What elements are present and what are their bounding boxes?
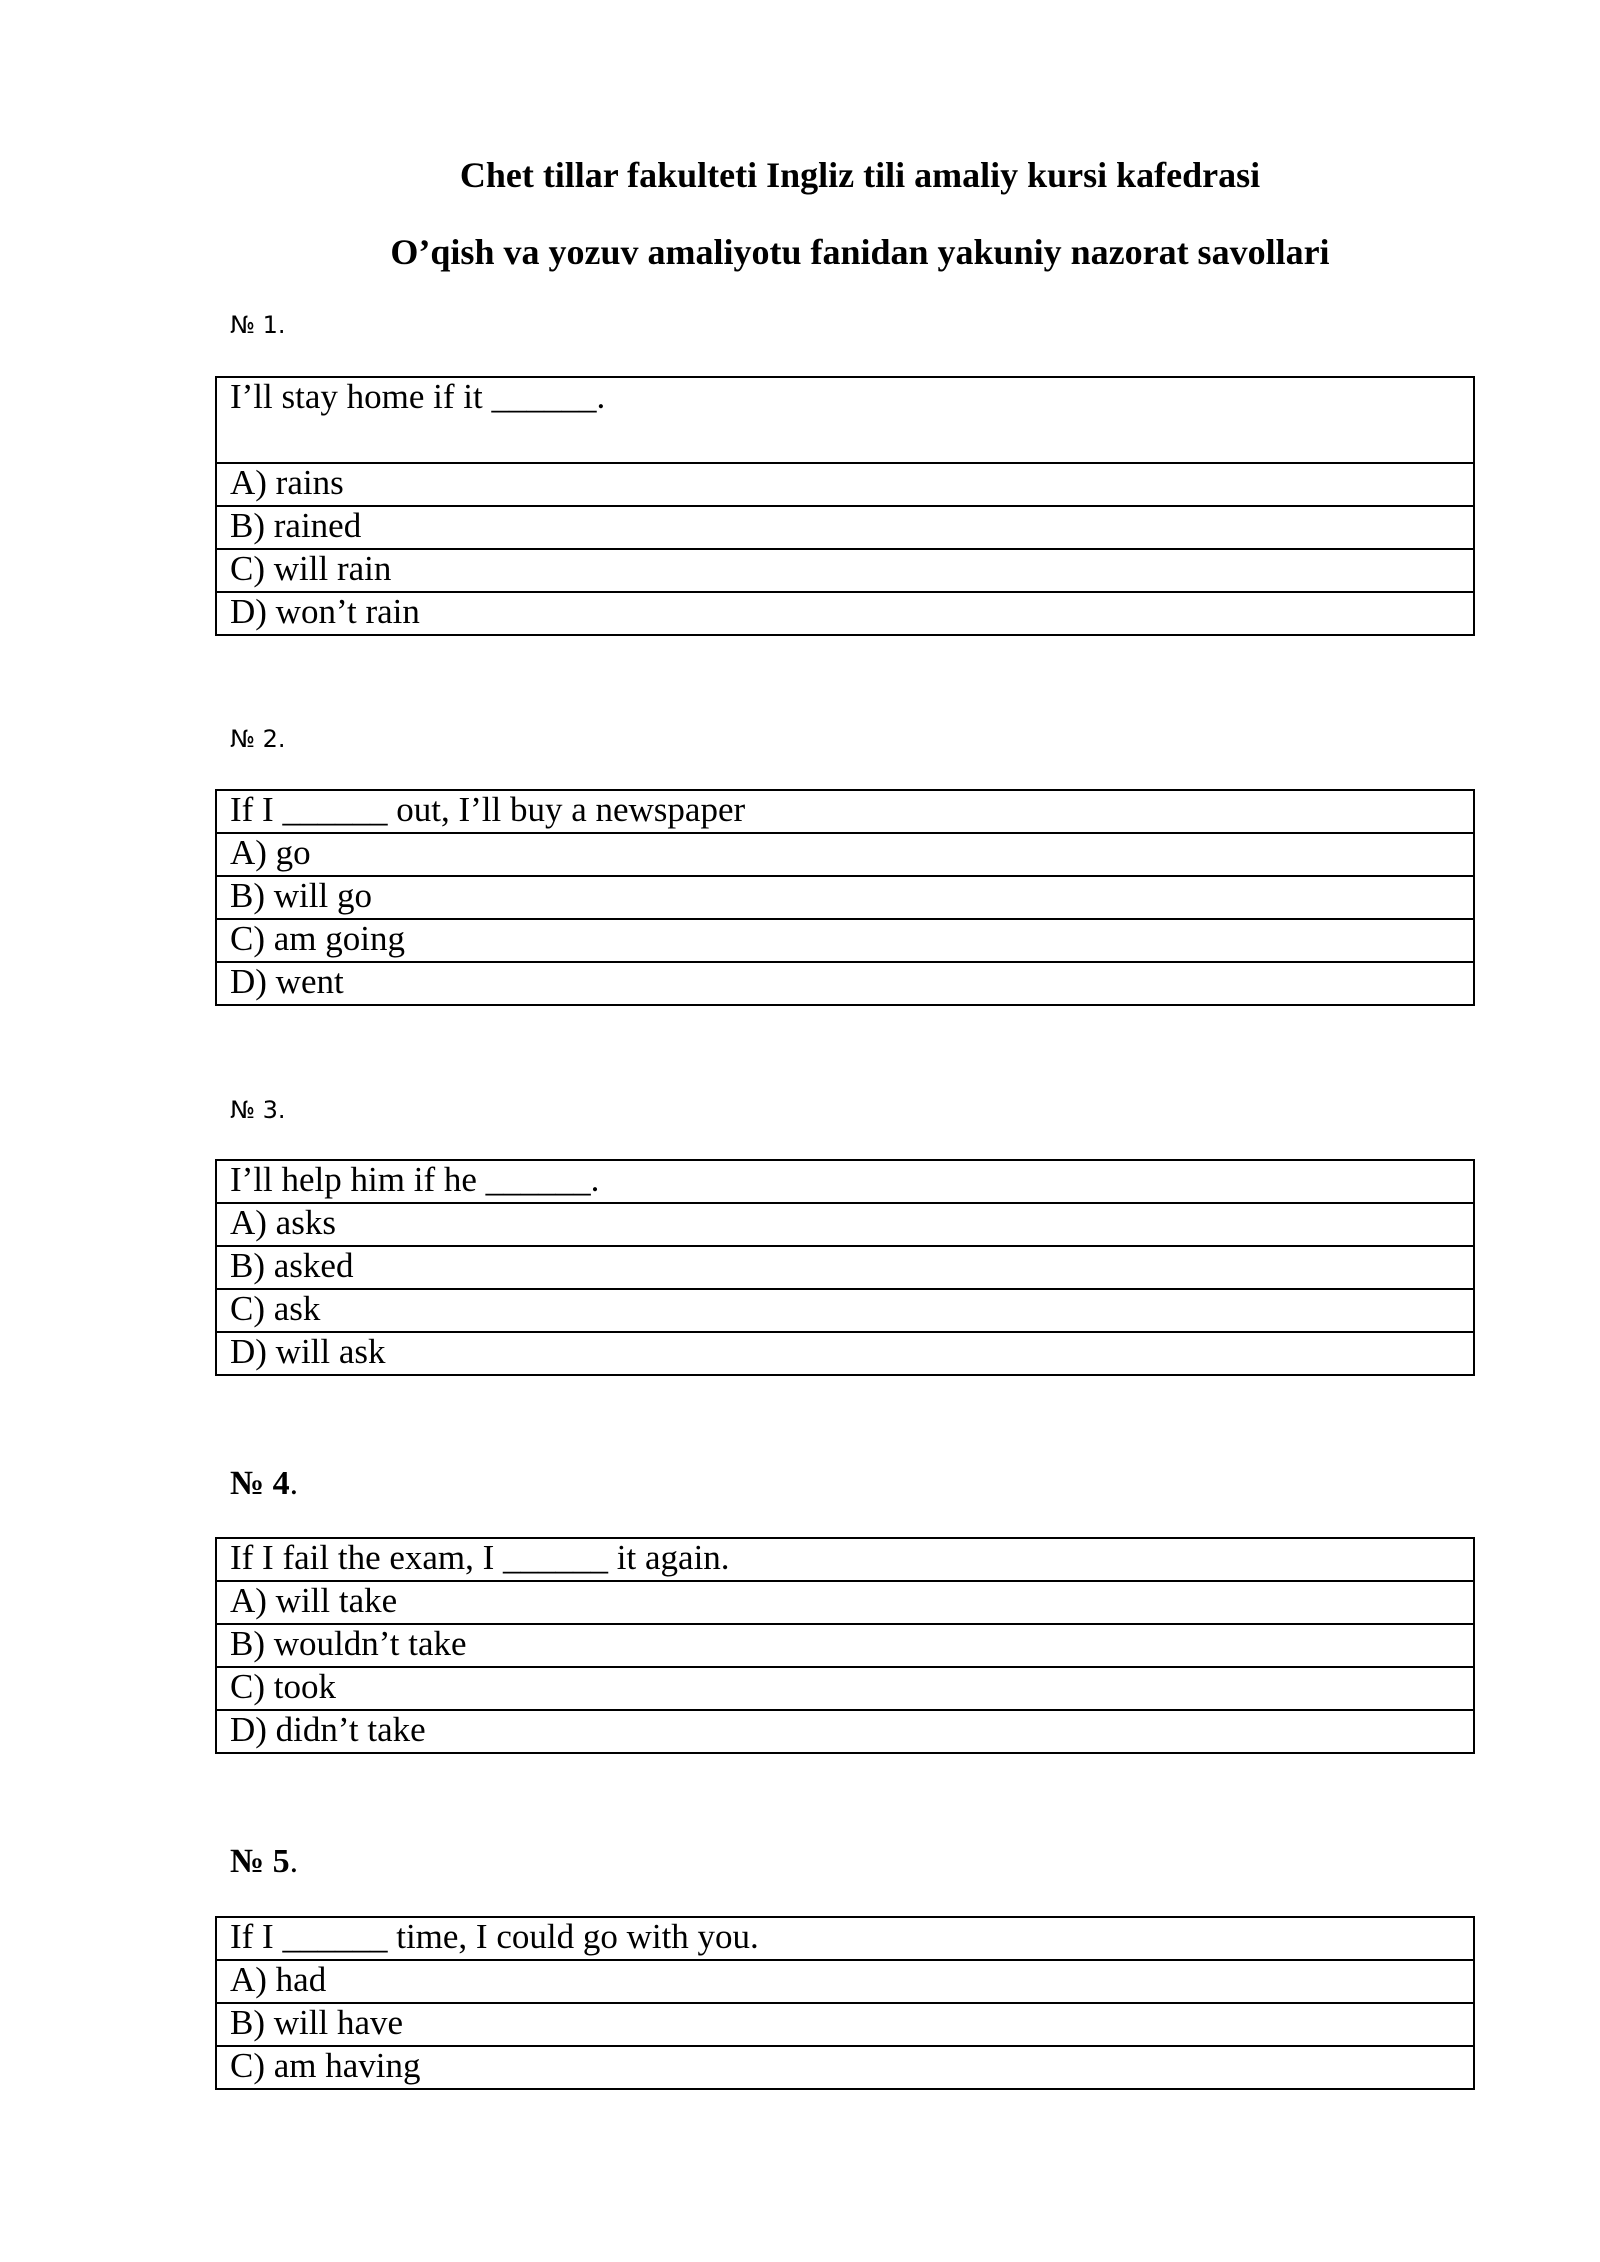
question-text: If I ______ out, I’ll buy a newspaper: [216, 790, 1474, 833]
answer-option: D) went: [216, 962, 1474, 1005]
question-table: [215, 1159, 1475, 1376]
answer-option: B) rained: [216, 506, 1474, 549]
question-table: [215, 789, 1475, 1006]
answer-option: D) won’t rain: [216, 592, 1474, 635]
question-table: [215, 1537, 1475, 1754]
question-number: № 4.: [230, 1465, 299, 1502]
answer-option: A) rains: [216, 463, 1474, 506]
question-table: [215, 376, 1475, 636]
question-text: If I ______ time, I could go with you.: [216, 1917, 1474, 1960]
document-subtitle: O’qish va yozuv amaliyotu fanidan yakuniy nazorat savollari: [390, 232, 1330, 272]
answer-option: C) am having: [216, 2046, 1474, 2089]
answer-option: D) will ask: [216, 1332, 1474, 1375]
question-number: № 5.: [230, 1843, 299, 1880]
answer-option: A) had: [216, 1960, 1474, 2003]
question-number: № 2.: [230, 725, 286, 753]
answer-option: B) asked: [216, 1246, 1474, 1289]
question-text: I’ll stay home if it ______.: [216, 377, 1474, 463]
answer-option: A) asks: [216, 1203, 1474, 1246]
answer-option: A) go: [216, 833, 1474, 876]
document-title: Chet tillar fakulteti Ingliz tili amaliy kursi kafedrasi: [459, 155, 1261, 195]
answer-option: B) wouldn’t take: [216, 1624, 1474, 1667]
answer-option: C) ask: [216, 1289, 1474, 1332]
question-table: [215, 1916, 1475, 2090]
answer-option: C) am going: [216, 919, 1474, 962]
question-number: № 1.: [230, 311, 286, 339]
question-text: If I fail the exam, I ______ it again.: [216, 1538, 1474, 1581]
answer-option: D) didn’t take: [216, 1710, 1474, 1753]
answer-option: A) will take: [216, 1581, 1474, 1624]
answer-option: B) will go: [216, 876, 1474, 919]
answer-option: B) will have: [216, 2003, 1474, 2046]
question-text: I’ll help him if he ______.: [216, 1160, 1474, 1203]
answer-option: C) took: [216, 1667, 1474, 1710]
answer-option: C) will rain: [216, 549, 1474, 592]
question-number: № 3.: [230, 1096, 286, 1124]
